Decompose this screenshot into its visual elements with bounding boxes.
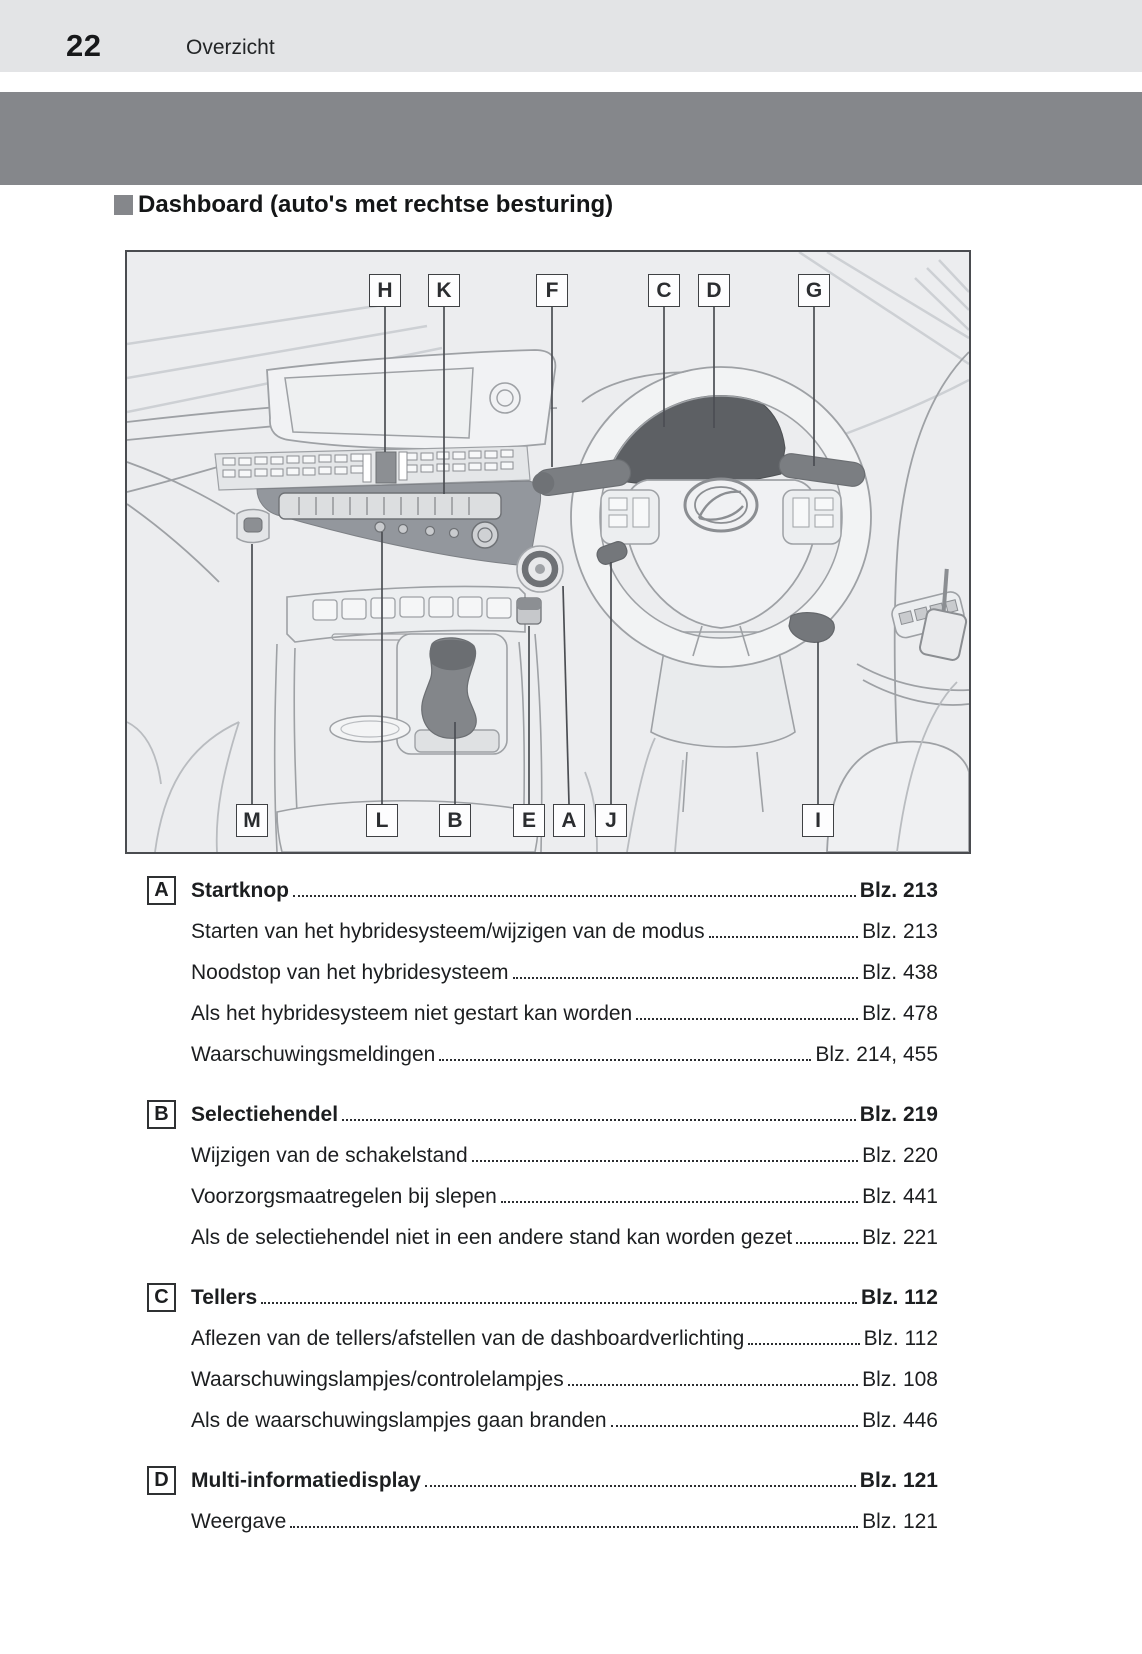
page-reference: Blz. 213	[862, 920, 938, 943]
page-reference: Blz. 446	[862, 1409, 938, 1432]
callout-B: B	[439, 804, 471, 837]
index-sub-label: Noodstop van het hybridesysteem	[191, 961, 509, 984]
index-sub-entry	[147, 1135, 938, 1176]
index-sub-label: Als de waarschuwingslampjes gaan branden	[191, 1409, 607, 1432]
callout-J: J	[595, 804, 627, 837]
index-sub-entry	[147, 1217, 938, 1258]
callout-F: F	[536, 274, 568, 307]
index-sub-label: Waarschuwingslampjes/controlelampjes	[191, 1368, 564, 1391]
section-title: Overzicht	[186, 36, 275, 59]
callout-G: G	[798, 274, 830, 307]
page-heading	[114, 191, 613, 219]
index-entry-title: Selectiehendel	[191, 1103, 339, 1126]
index-sub-label: Starten van het hybridesysteem/wijzigen van de modus	[191, 920, 705, 943]
page-reference: Blz. 121	[859, 1469, 938, 1492]
section-banner	[0, 92, 1142, 185]
dashboard-figure	[125, 250, 971, 854]
dotted-leader	[472, 1160, 858, 1162]
dotted-leader	[342, 1119, 856, 1121]
index-group-A	[147, 870, 938, 1075]
dotted-leader	[425, 1485, 856, 1487]
index-sub-label: Weergave	[191, 1510, 287, 1533]
dotted-leader	[501, 1201, 858, 1203]
index-sub-entry	[147, 1034, 938, 1075]
index-entry	[147, 1460, 938, 1501]
dotted-leader	[709, 936, 859, 938]
index-group-B	[147, 1094, 938, 1258]
letter-box-A: A	[147, 876, 176, 905]
page-reference: Blz. 478	[862, 1002, 938, 1025]
callout-H: H	[369, 274, 401, 307]
callout-A: A	[553, 804, 585, 837]
heading-bullet-square	[114, 195, 133, 215]
dotted-leader	[261, 1302, 857, 1304]
index-group-C	[147, 1277, 938, 1441]
index-sub-label: Waarschuwingsmeldingen	[191, 1043, 436, 1066]
page-reference: Blz. 438	[862, 961, 938, 984]
dotted-leader	[439, 1059, 811, 1061]
index-sub-entry	[147, 911, 938, 952]
index-sub-entry	[147, 1501, 938, 1542]
index-entry-title: Tellers	[191, 1286, 258, 1309]
page-reference: Blz. 112	[863, 1327, 938, 1350]
dotted-leader	[513, 977, 859, 979]
dashboard-illustration	[127, 252, 969, 852]
index-group-D	[147, 1460, 938, 1542]
index-entry	[147, 870, 938, 911]
dotted-leader	[748, 1343, 859, 1345]
callout-L: L	[366, 804, 398, 837]
callout-I: I	[802, 804, 834, 837]
callout-K: K	[428, 274, 460, 307]
figure-index	[147, 870, 938, 1542]
index-sub-entry	[147, 1318, 938, 1359]
page-reference: Blz. 213	[859, 879, 938, 902]
page-header	[0, 0, 1142, 72]
page-reference: Blz. 221	[862, 1226, 938, 1249]
letter-box-D: D	[147, 1466, 176, 1495]
letter-box-B: B	[147, 1100, 176, 1129]
index-sub-entry	[147, 952, 938, 993]
page-number: 22	[66, 28, 102, 63]
index-sub-label: Als de selectiehendel niet in een andere stand kan worden gezet	[191, 1226, 793, 1249]
index-entry-title: Startknop	[191, 879, 290, 902]
dotted-leader	[293, 895, 856, 897]
page-reference: Blz. 108	[862, 1368, 938, 1391]
heading-title: Dashboard (auto's met rechtse besturing)	[138, 191, 614, 218]
dotted-leader	[290, 1526, 858, 1528]
index-sub-label: Aflezen van de tellers/afstellen van de dashboardverlichting	[191, 1327, 745, 1350]
dotted-leader	[568, 1384, 858, 1386]
index-entry	[147, 1094, 938, 1135]
page-reference: Blz. 441	[862, 1185, 938, 1208]
callout-D: D	[698, 274, 730, 307]
index-sub-entry	[147, 1176, 938, 1217]
index-sub-label: Voorzorgsmaatregelen bij slepen	[191, 1185, 497, 1208]
callout-C: C	[648, 274, 680, 307]
index-entry-title: Multi-informatiedisplay	[191, 1469, 421, 1492]
index-entry	[147, 1277, 938, 1318]
dotted-leader	[611, 1425, 859, 1427]
index-sub-label: Als het hybridesysteem niet gestart kan worden	[191, 1002, 633, 1025]
page-reference: Blz. 214, 455	[815, 1043, 938, 1066]
page-reference: Blz. 112	[860, 1286, 938, 1309]
page-reference: Blz. 219	[859, 1103, 938, 1126]
dotted-leader	[796, 1242, 858, 1244]
index-sub-entry	[147, 993, 938, 1034]
callout-E: E	[513, 804, 545, 837]
index-sub-label: Wijzigen van de schakelstand	[191, 1144, 468, 1167]
index-sub-entry	[147, 1359, 938, 1400]
index-sub-entry	[147, 1400, 938, 1441]
page-reference: Blz. 220	[862, 1144, 938, 1167]
page-reference: Blz. 121	[862, 1510, 938, 1533]
callout-M: M	[236, 804, 268, 837]
letter-box-C: C	[147, 1283, 176, 1312]
dotted-leader	[636, 1018, 858, 1020]
